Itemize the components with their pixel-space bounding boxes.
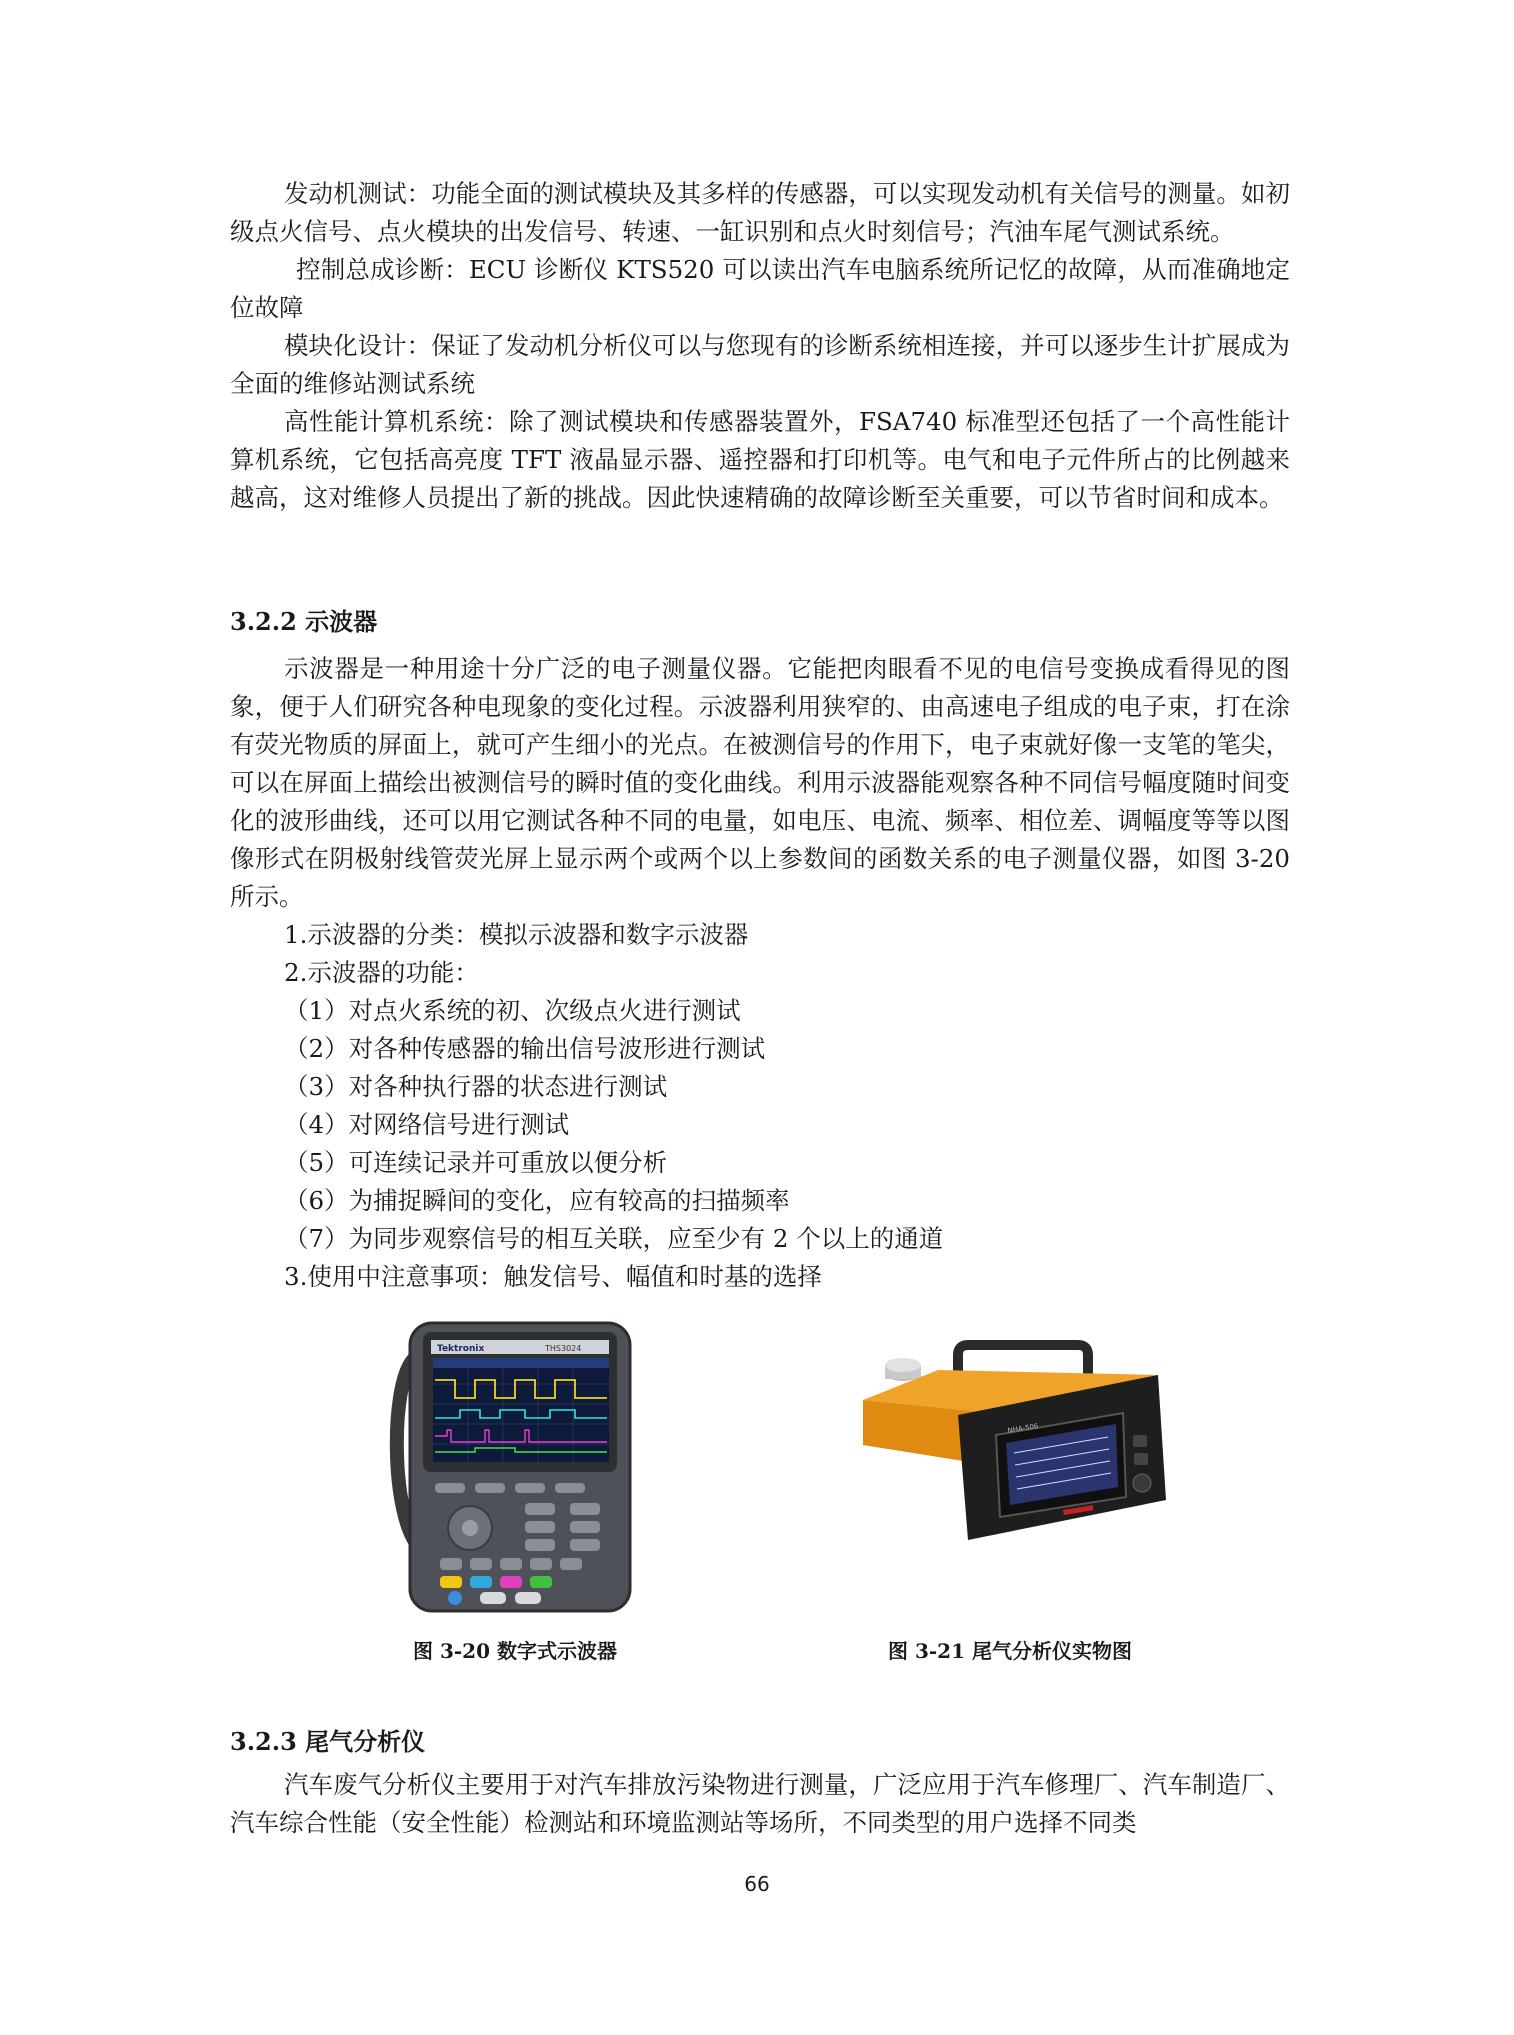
oscilloscope-classification: 1.示波器的分类：模拟示波器和数字示波器 xyxy=(284,920,749,949)
exhaust-analyzer-image xyxy=(858,1335,1178,1550)
analyzer-model-label: NHA-506 xyxy=(1007,1422,1039,1435)
paragraph-ecu-diagnosis: 控制总成诊断：ECU 诊断仪 KTS520 可以读出汽车电脑系统所记忆的故障，从而准确地定位故障 xyxy=(230,255,1290,322)
figure-oscilloscope xyxy=(385,1318,645,1618)
paragraph-modular-design: 模块化设计：保证了发动机分析仪可以与您现有的诊断系统相连接，并可以逐步生计扩展成为全面的维修站测试系统 xyxy=(230,331,1290,398)
oscilloscope-brand-text: Tektronix xyxy=(437,1344,485,1354)
oscilloscope-image xyxy=(385,1318,645,1618)
paragraph-engine-test: 发动机测试：功能全面的测试模块及其多样的传感器，可以实现发动机有关信号的测量。如初级点火信号、点火模块的出发信号、转速、一缸识别和点火时刻信号；汽油车尾气测试系统。 xyxy=(230,179,1290,246)
paragraph-computer-system: 高性能计算机系统：除了测试模块和传感器装置外，FSA740 标准型还包括了一个高性能计算机系统，它包括高亮度 TFT 液晶显示器、遥控器和打印机等。电气和电子元件所占的比例越来越高，这对维修人员提出了新的挑战。因此快速精确的故障诊断至关重要，可以节省时间和成本。 xyxy=(230,407,1290,512)
exhaust-analyzer-section-body xyxy=(230,1766,1290,1842)
oscilloscope-section-body xyxy=(230,650,1290,1296)
figure-3-21-caption: 图 3-21 尾气分析仪实物图 xyxy=(888,1639,1132,1663)
section-heading-oscilloscope: 3.2.2 示波器 xyxy=(230,607,378,636)
function-item: （2）对各种传感器的输出信号波形进行测试 xyxy=(284,1034,766,1063)
function-item: （3）对各种执行器的状态进行测试 xyxy=(284,1072,668,1101)
section-heading-exhaust-analyzer: 3.2.3 尾气分析仪 xyxy=(230,1727,426,1756)
function-item: （1）对点火系统的初、次级点火进行测试 xyxy=(284,996,741,1025)
paragraph-oscilloscope-intro: 示波器是一种用途十分广泛的电子测量仪器。它能把肉眼看不见的电信号变换成看得见的图象，便于人们研究各种电现象的变化过程。示波器利用狭窄的、由高速电子组成的电子束，打在涂有荧光物质的屏面上，就可产生细小的光点。在被测信号的作用下，电子束就好像一支笔的笔尖，可以在屏面上描绘出被测信号的瞬时值的变化曲线。利用示波器能观察各种不同信号幅度随时间变化的波形曲线，还可以用它测试各种不同的电量，如电压、电流、频率、相位差、调幅度等等以图像形式在阴极射线管荧光屏上显示两个或两个以上参数间的函数关系的电子测量仪器，如图 3-20 所示。 xyxy=(230,654,1290,911)
oscilloscope-model-text: THS3024 xyxy=(545,1344,582,1353)
page-number: 66 xyxy=(744,1872,770,1896)
paragraph-exhaust-analyzer-intro: 汽车废气分析仪主要用于对汽车排放污染物进行测量，广泛应用于汽车修理厂、汽车制造厂、汽车综合性能（安全性能）检测站和环境监测站等场所，不同类型的用户选择不同类 xyxy=(230,1770,1290,1837)
oscilloscope-usage-notes: 3.使用中注意事项：触发信号、幅值和时基的选择 xyxy=(284,1262,822,1291)
function-item: （5）可连续记录并可重放以便分析 xyxy=(284,1148,668,1177)
oscilloscope-functions-title: 2.示波器的功能： xyxy=(284,958,479,987)
figure-3-20-caption: 图 3-20 数字式示波器 xyxy=(413,1639,617,1663)
function-item: （6）为捕捉瞬间的变化，应有较高的扫描频率 xyxy=(284,1186,790,1215)
figure-exhaust-analyzer xyxy=(858,1335,1178,1550)
top-paragraphs xyxy=(230,175,1290,517)
function-item: （7）为同步观察信号的相互关联，应至少有 2 个以上的通道 xyxy=(284,1224,944,1253)
function-item: （4）对网络信号进行测试 xyxy=(284,1110,570,1139)
